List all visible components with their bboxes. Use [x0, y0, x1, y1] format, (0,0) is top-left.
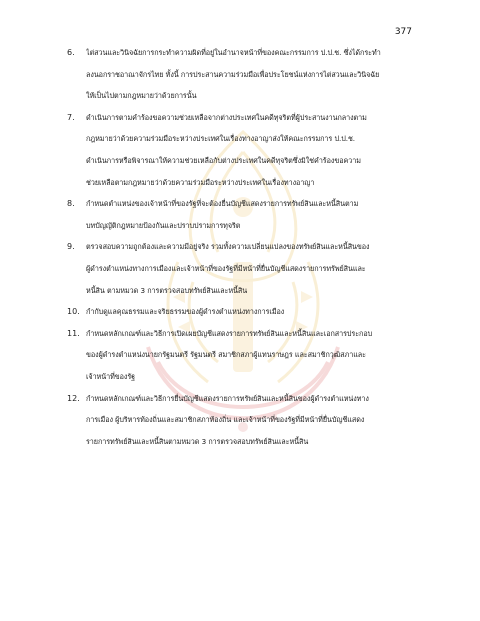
item-text-line: กำกับดูแลคุณธรรมและจริยธรรมของผู้ดำรงตำแหน่งทางการเมือง [86, 307, 285, 317]
item-text-line: ดำเนินการตามคำร้องขอความช่วยเหลือจากต่างประเทศในคดีทุจริตที่ผู้ประสานงานกลางตาม [86, 112, 367, 122]
item-text-line: ดำเนินการหรือพิจารณาให้ความช่วยเหลือกับต่างประเทศในคดีทุจริตซึ่งมิใช่คำร้องขอความ [86, 155, 361, 165]
item-text-line: หนี้สิน ตามหมวด 3 การตรวจสอบทรัพย์สินและหนี้สิน [86, 285, 248, 295]
item-text-line: รายการทรัพย์สินและหนี้สินตามหมวด 3 การตรวจสอบทรัพย์สินและหนี้สิน [86, 436, 309, 446]
list-item [67, 107, 412, 193]
item-text-line: ตรวจสอบความถูกต้องและความมีอยู่จริง รวมทั้งความเปลี่ยนแปลงของทรัพย์สินและหนี้สินของ [86, 242, 370, 252]
item-number: 6. [67, 48, 75, 57]
list-item [67, 42, 412, 107]
item-number: 9. [67, 242, 75, 252]
item-number: 8. [67, 199, 75, 209]
item-text-line: กฎหมายว่าด้วยความร่วมมือระหว่างประเทศในเรื่องทางอาญาส่งให้คณะกรรมการ ป.ป.ช. [86, 134, 356, 144]
list-item [67, 301, 412, 323]
item-text-line: เจ้าหน้าที่ของรัฐ [86, 371, 136, 381]
item-text-line: ให้เป็นไปตามกฎหมายว่าด้วยการนั้น [86, 91, 197, 101]
item-text-line: ลงนอกราชอาณาจักรไทย ทั้งนี้ การประสานความร่วมมือเพื่อประโยชน์แห่งการไต่สวนและวินิจฉัย [86, 69, 380, 79]
item-text-line: ไต่สวนและวินิจฉัยการกระทำความผิดที่อยู่ในอำนาจหน้าที่ของคณะกรรมการ ป.ป.ช. ซึ่งได้กระทำ [86, 48, 381, 57]
item-number: 7. [67, 112, 75, 122]
item-number: 10. [67, 307, 80, 317]
page-number: 377 [394, 27, 412, 37]
item-text-line: การเมือง ผู้บริหารท้องถิ่นและสมาชิกสภาท้องถิ่น และเจ้าหน้าที่ของรัฐที่มีหน้าที่ยื่นบัญชีแสดง [86, 415, 365, 425]
item-text-line: บทบัญญัติกฎหมายป้องกันและปราบปรามการทุจริต [86, 220, 241, 230]
item-text-line: ของผู้ดำรงตำแหน่งนายกรัฐมนตรี รัฐมนตรี สมาชิกสภาผู้แทนราษฎร และสมาชิกวุฒิสภาและ [86, 350, 366, 360]
list-item [67, 193, 412, 236]
item-text-line: ผู้ดำรงตำแหน่งทางการเมืองและเจ้าหน้าที่ของรัฐที่มีหน้าที่ยื่นบัญชีแสดงรายการทรัพย์สินและ [86, 263, 366, 273]
list-item [67, 236, 412, 301]
item-text-line: ช่วยเหลือตามกฎหมายว่าด้วยความร่วมมือระหว่างประเทศในเรื่องทางอาญา [86, 177, 315, 187]
item-number: 11. [67, 328, 80, 338]
numbered-list [67, 42, 412, 452]
item-text-line: กำหนดตำแหน่งของเจ้าหน้าที่ของรัฐที่จะต้องยื่นบัญชีแสดงรายการทรัพย์สินและหนี้สินตาม [86, 199, 359, 209]
list-item [67, 388, 412, 453]
list-item [67, 323, 412, 388]
item-text-line: กำหนดหลักเกณฑ์และวิธีการเปิดเผยบัญชีแสดงรายการทรัพย์สินและหนี้สินและเอกสารประกอบ [86, 328, 373, 338]
item-number: 12. [67, 393, 80, 403]
item-text-line: กำหนดหลักเกณฑ์และวิธีการยื่นบัญชีแสดงรายการทรัพย์สินและหนี้สินของผู้ดำรงตำแหน่งทาง [86, 393, 369, 403]
